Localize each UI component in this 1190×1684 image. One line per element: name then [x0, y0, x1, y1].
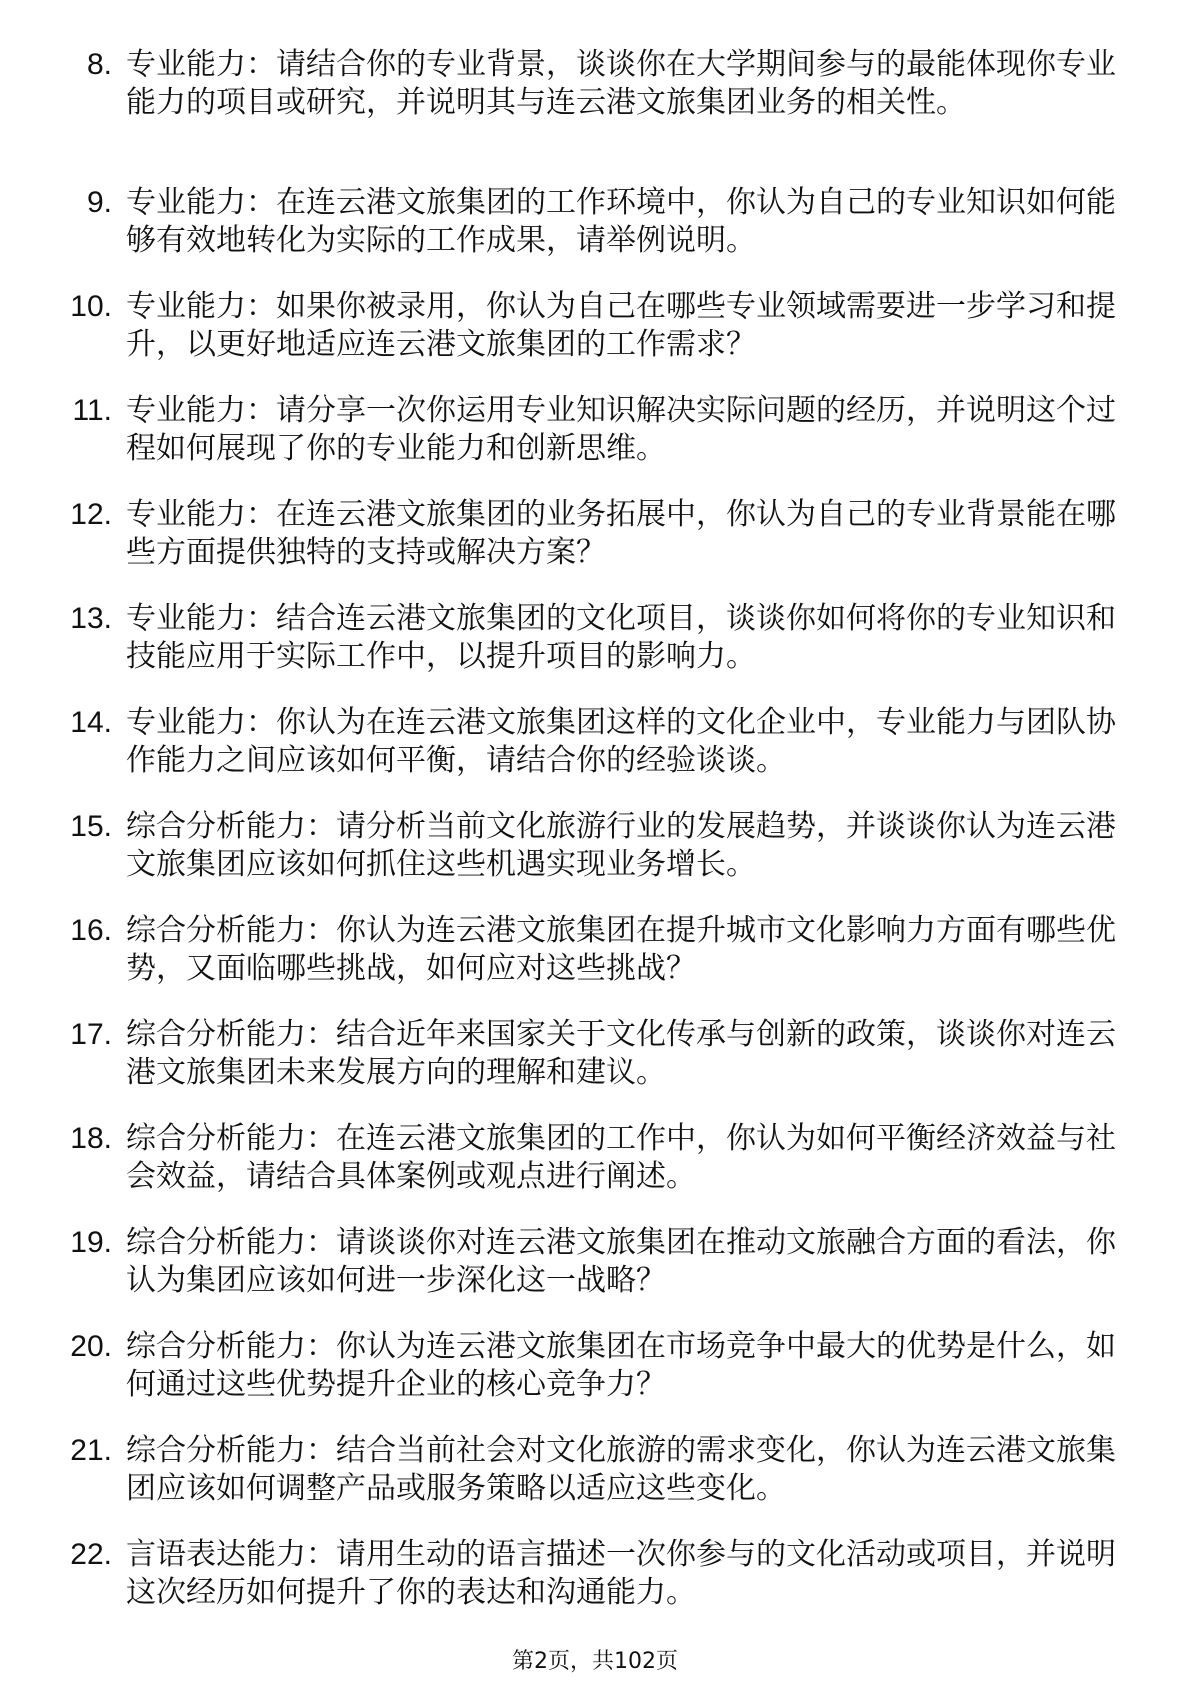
list-item — [0, 46, 1190, 184]
item-text: 专业能力：如果你被录用，你认为自己在哪些专业领域需要进一步学习和提升，以更好地适应连云港文旅集团的工作需求？ — [126, 289, 1116, 362]
question-list — [0, 46, 1190, 1640]
item-number: 10. — [70, 290, 112, 323]
list-item — [0, 1120, 1190, 1224]
item-text: 综合分析能力：结合近年来国家关于文化传承与创新的政策，谈谈你对连云港文旅集团未来发展方向的理解和建议。 — [126, 1017, 1116, 1090]
item-number: 22. — [70, 1538, 112, 1571]
item-number: 11. — [72, 394, 112, 427]
list-item — [0, 1536, 1190, 1640]
list-item — [0, 808, 1190, 912]
item-text: 专业能力：在连云港文旅集团的业务拓展中，你认为自己的专业背景能在哪些方面提供独特的支持或解决方案？ — [126, 497, 1116, 570]
item-text: 专业能力：结合连云港文旅集团的文化项目，谈谈你如何将你的专业知识和技能应用于实际工作中，以提升项目的影响力。 — [126, 601, 1116, 674]
item-text: 专业能力：请分享一次你运用专业知识解决实际问题的经历，并说明这个过程如何展现了你的专业能力和创新思维。 — [126, 393, 1116, 466]
item-text: 专业能力：请结合你的专业背景，谈谈你在大学期间参与的最能体现你专业能力的项目或研究，并说明其与连云港文旅集团业务的相关性。 — [126, 47, 1116, 120]
list-item — [0, 496, 1190, 600]
item-text: 综合分析能力：请分析当前文化旅游行业的发展趋势，并谈谈你认为连云港文旅集团应该如何抓住这些机遇实现业务增长。 — [126, 809, 1116, 882]
list-item — [0, 184, 1190, 288]
page-number-footer: 第2页，共102页 — [512, 1649, 678, 1674]
item-text: 言语表达能力：请用生动的语言描述一次你参与的文化活动或项目，并说明这次经历如何提升了你的表达和沟通能力。 — [126, 1537, 1116, 1610]
item-number: 9. — [86, 186, 112, 219]
list-item — [0, 1224, 1190, 1328]
item-number: 18. — [70, 1122, 112, 1155]
list-item — [0, 1328, 1190, 1432]
list-item — [0, 912, 1190, 1016]
item-text: 专业能力：你认为在连云港文旅集团这样的文化企业中，专业能力与团队协作能力之间应该如何平衡，请结合你的经验谈谈。 — [126, 705, 1116, 778]
item-text: 综合分析能力：你认为连云港文旅集团在提升城市文化影响力方面有哪些优势，又面临哪些挑战，如何应对这些挑战？ — [126, 913, 1116, 986]
item-number: 14. — [70, 706, 112, 739]
list-item — [0, 704, 1190, 808]
item-number: 15. — [70, 810, 112, 843]
list-item — [0, 392, 1190, 496]
item-number: 20. — [70, 1330, 112, 1363]
item-number: 19. — [70, 1226, 112, 1259]
item-number: 16. — [70, 914, 112, 947]
item-text: 综合分析能力：请谈谈你对连云港文旅集团在推动文旅融合方面的看法，你认为集团应该如何进一步深化这一战略？ — [126, 1225, 1116, 1298]
item-text: 综合分析能力：结合当前社会对文化旅游的需求变化，你认为连云港文旅集团应该如何调整产品或服务策略以适应这些变化。 — [126, 1433, 1116, 1506]
item-number: 17. — [70, 1018, 112, 1051]
item-text: 专业能力：在连云港文旅集团的工作环境中，你认为自己的专业知识如何能够有效地转化为实际的工作成果，请举例说明。 — [126, 185, 1116, 258]
item-text: 综合分析能力：你认为连云港文旅集团在市场竞争中最大的优势是什么，如何通过这些优势提升企业的核心竞争力？ — [126, 1329, 1116, 1402]
item-number: 8. — [86, 48, 112, 81]
list-item — [0, 600, 1190, 704]
item-text: 综合分析能力：在连云港文旅集团的工作中，你认为如何平衡经济效益与社会效益，请结合具体案例或观点进行阐述。 — [126, 1121, 1116, 1194]
list-item — [0, 288, 1190, 392]
item-number: 13. — [70, 602, 112, 635]
item-number: 12. — [70, 498, 112, 531]
list-item — [0, 1016, 1190, 1120]
list-item — [0, 1432, 1190, 1536]
item-number: 21. — [70, 1434, 112, 1467]
